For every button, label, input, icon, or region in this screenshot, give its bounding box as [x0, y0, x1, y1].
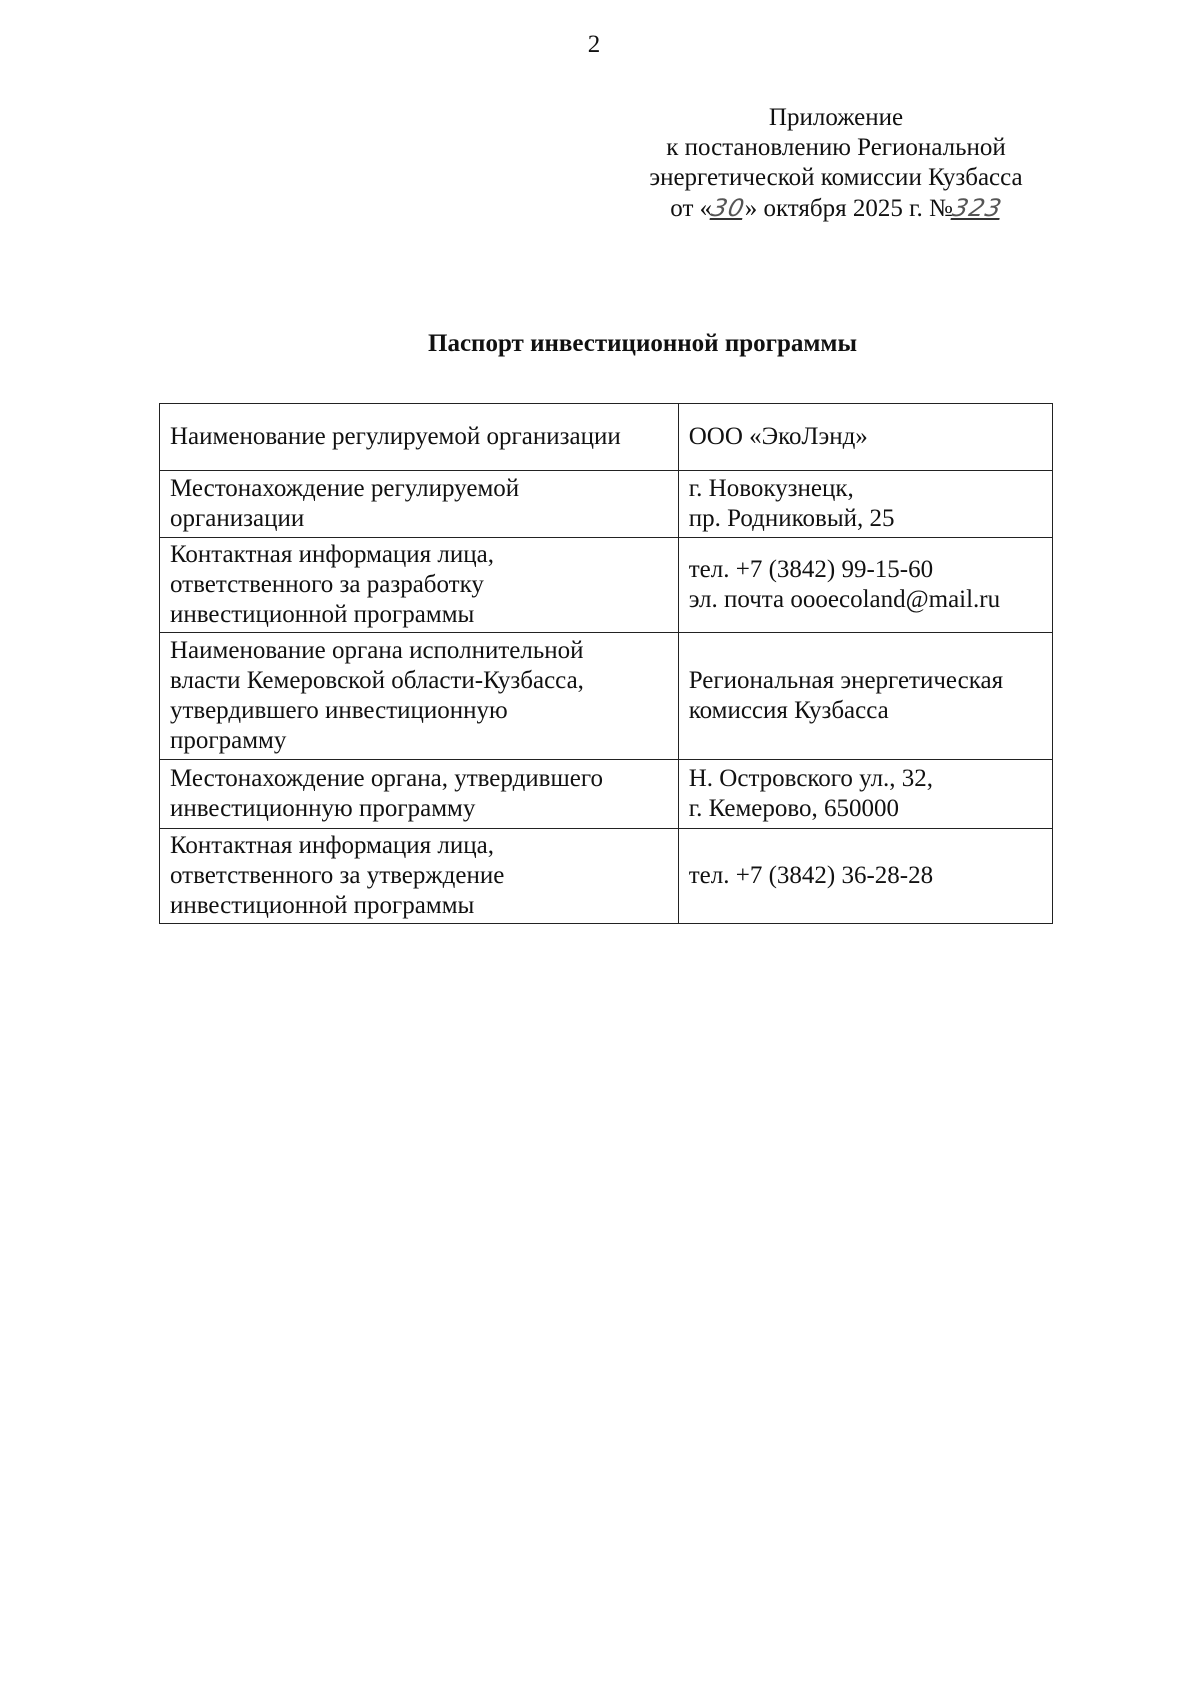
- row-value: [678, 404, 1052, 471]
- value-line: г. Новокузнецк,: [688, 475, 854, 502]
- row-label: [160, 471, 679, 538]
- row-label: [160, 404, 679, 471]
- table-row: [160, 829, 1053, 924]
- label-line: программу: [170, 727, 287, 754]
- table-row: [160, 633, 1053, 760]
- handwritten-number: 323: [949, 194, 1005, 222]
- row-value: [678, 760, 1052, 829]
- label-line: ответственного за утверждение: [170, 862, 505, 889]
- row-value: [678, 829, 1052, 924]
- row-value: [678, 538, 1052, 633]
- label-line: Местонахождение регулируемой: [170, 475, 520, 502]
- table-row: [160, 404, 1053, 471]
- appendix-line-3: энергетической комиссии Кузбасса: [649, 164, 1023, 191]
- handwritten-day: 30: [709, 194, 748, 222]
- label-line: утвердившего инвестиционную: [170, 697, 508, 724]
- row-label: [160, 538, 679, 633]
- passport-table: [159, 403, 1053, 924]
- date-prefix: от «: [670, 195, 713, 222]
- value-line: тел. +7 (3842) 99-15-60: [688, 556, 934, 583]
- label-line: инвестиционную программу: [170, 795, 476, 822]
- label-line: Наименование регулируемой организации: [170, 423, 621, 450]
- value-line: Н. Островского ул., 32,: [688, 765, 934, 792]
- label-line: Наименование органа исполнительной: [170, 637, 584, 664]
- value-line: тел. +7 (3842) 36-28-28: [688, 862, 934, 889]
- label-line: организации: [170, 505, 305, 532]
- date-middle: » октября 2025 г. №: [744, 195, 953, 222]
- value-line: ООО «ЭкоЛэнд»: [688, 423, 868, 450]
- label-line: Контактная информация лица,: [170, 541, 495, 568]
- page-number: 2: [587, 31, 601, 58]
- table-row: [160, 471, 1053, 538]
- row-label: [160, 760, 679, 829]
- row-label: [160, 633, 679, 760]
- label-line: власти Кемеровской области-Кузбасса,: [170, 667, 584, 694]
- appendix-date-line: [560, 193, 1112, 224]
- row-value: [678, 633, 1052, 760]
- label-line: инвестиционной программы: [170, 892, 475, 919]
- value-line: Региональная энергетическая: [688, 667, 1004, 694]
- value-line: комиссия Кузбасса: [688, 697, 889, 724]
- appendix-header: [560, 103, 1112, 224]
- appendix-title: Приложение: [768, 104, 904, 131]
- value-line: г. Кемерово, 650000: [688, 795, 900, 822]
- appendix-line-2: к постановлению Региональной: [666, 134, 1006, 161]
- table-row: [160, 760, 1053, 829]
- label-line: Местонахождение органа, утвердившего: [170, 765, 603, 792]
- value-line: эл. почта oooecoland@mail.ru: [688, 586, 1001, 613]
- label-line: Контактная информация лица,: [170, 832, 495, 859]
- row-label: [160, 829, 679, 924]
- table-row: [160, 538, 1053, 633]
- label-line: ответственного за разработку: [170, 571, 484, 598]
- row-value: [678, 471, 1052, 538]
- document-title: Паспорт инвестиционной программы: [428, 330, 857, 357]
- value-line: пр. Родниковый, 25: [688, 505, 895, 532]
- label-line: инвестиционной программы: [170, 601, 475, 628]
